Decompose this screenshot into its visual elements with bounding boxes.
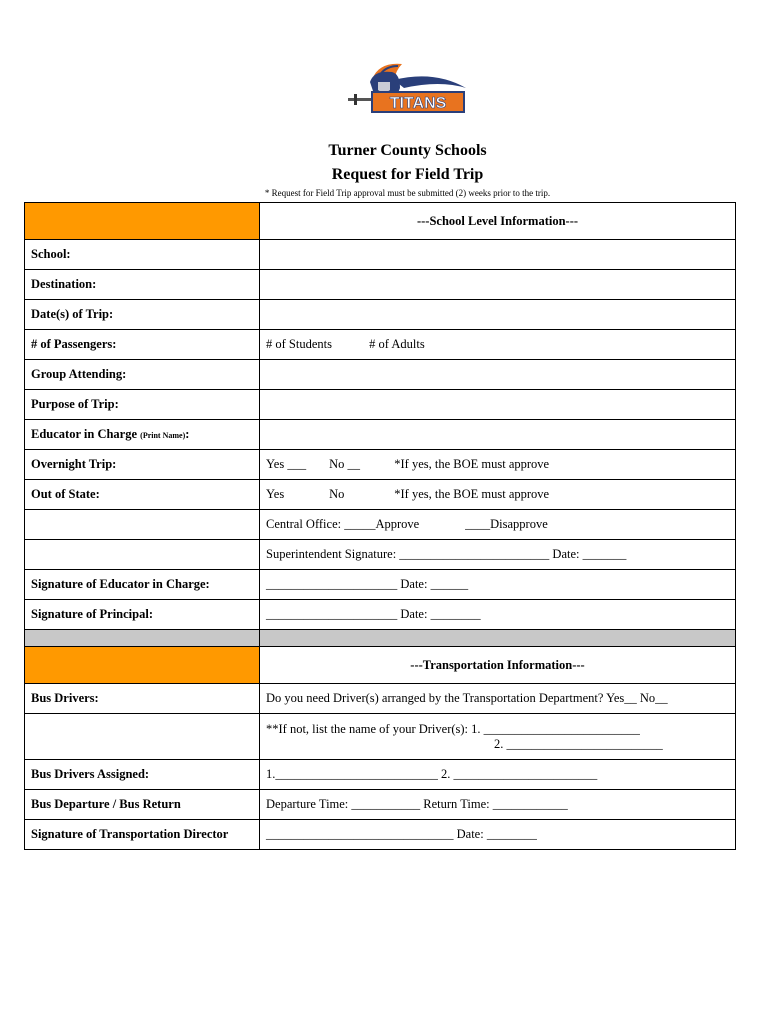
dates-field[interactable] xyxy=(260,300,736,330)
driver-list-line2: 2. _________________________ xyxy=(494,736,663,751)
drivers-assigned-field[interactable]: 1.__________________________ 2. _______________________ xyxy=(260,760,736,790)
educator-label: Educator in Charge xyxy=(31,427,138,441)
sig-educator-field[interactable]: _____________________ Date: ______ xyxy=(260,570,736,600)
transport-section-orange-cell xyxy=(25,647,260,684)
driver-list-line1: **If not, list the name of your Driver(s): 1. _________________________ xyxy=(266,721,640,736)
superintendent-signature-field[interactable]: Superintendent Signature: ________________________ Date: _______ xyxy=(260,540,736,570)
dates-label: Date(s) of Trip: xyxy=(25,300,260,330)
director-signature-label: Signature of Transportation Director xyxy=(25,820,260,850)
drivers-assigned-label: Bus Drivers Assigned: xyxy=(25,760,260,790)
driver-list-field[interactable] xyxy=(260,714,736,760)
outofstate-note: *If yes, the BOE must approve xyxy=(394,487,550,501)
destination-field[interactable] xyxy=(260,270,736,300)
sig-principal-label: Signature of Principal: xyxy=(25,600,260,630)
passengers-label: # of Passengers: xyxy=(25,330,260,360)
overnight-yes[interactable]: Yes ___ xyxy=(266,457,307,471)
outofstate-yes[interactable]: Yes xyxy=(266,487,285,501)
school-section-orange-cell xyxy=(25,203,260,240)
director-signature-field[interactable]: ______________________________ Date: ________ xyxy=(260,820,736,850)
overnight-note: *If yes, the BOE must approve xyxy=(394,457,550,471)
sig-principal-field[interactable]: _____________________ Date: ________ xyxy=(260,600,736,630)
educator-colon: : xyxy=(185,427,190,441)
outofstate-no[interactable]: No xyxy=(329,487,345,501)
central-office-empty-cell xyxy=(25,510,260,540)
transport-section-title: ---Transportation Information--- xyxy=(260,647,736,684)
superintendent-empty-cell xyxy=(25,540,260,570)
overnight-label: Overnight Trip: xyxy=(25,450,260,480)
overnight-field[interactable] xyxy=(260,450,736,480)
divider-left xyxy=(25,630,260,647)
passengers-field[interactable] xyxy=(260,330,736,360)
students-text: # of Students xyxy=(266,337,332,351)
divider-right xyxy=(260,630,736,647)
purpose-label: Purpose of Trip: xyxy=(25,390,260,420)
central-office-field[interactable] xyxy=(260,510,736,540)
educator-label-cell xyxy=(25,420,260,450)
field-trip-form xyxy=(24,202,736,850)
destination-label: Destination: xyxy=(25,270,260,300)
driver-list-empty-cell xyxy=(25,714,260,760)
sig-educator-label: Signature of Educator in Charge: xyxy=(25,570,260,600)
bus-drivers-label: Bus Drivers: xyxy=(25,684,260,714)
school-field[interactable] xyxy=(260,240,736,270)
central-office-disapprove[interactable]: ____Disapprove xyxy=(465,517,548,531)
educator-field[interactable] xyxy=(260,420,736,450)
school-label: School: xyxy=(25,240,260,270)
group-field[interactable] xyxy=(260,360,736,390)
bus-departure-field[interactable]: Departure Time: ___________ Return Time: ____________ xyxy=(260,790,736,820)
svg-text:TITANS: TITANS xyxy=(389,95,447,112)
school-district-title: Turner County Schools xyxy=(328,142,487,159)
submission-note: * Request for Field Trip approval must be submitted (2) weeks prior to the trip. xyxy=(264,188,551,198)
group-label: Group Attending: xyxy=(25,360,260,390)
form-title: Request for Field Trip xyxy=(331,166,484,183)
outofstate-field[interactable] xyxy=(260,480,736,510)
print-name-hint: (Print Name) xyxy=(140,431,186,440)
bus-drivers-question[interactable]: Do you need Driver(s) arranged by the Transportation Department? Yes__ No__ xyxy=(260,684,736,714)
titans-logo xyxy=(344,58,468,122)
adults-text: # of Adults xyxy=(369,337,425,351)
bus-departure-label: Bus Departure / Bus Return xyxy=(25,790,260,820)
central-office-approve[interactable]: Central Office: _____Approve xyxy=(266,517,420,531)
school-section-title: ---School Level Information--- xyxy=(260,203,736,240)
outofstate-label: Out of State: xyxy=(25,480,260,510)
purpose-field[interactable] xyxy=(260,390,736,420)
overnight-no[interactable]: No __ xyxy=(329,457,361,471)
